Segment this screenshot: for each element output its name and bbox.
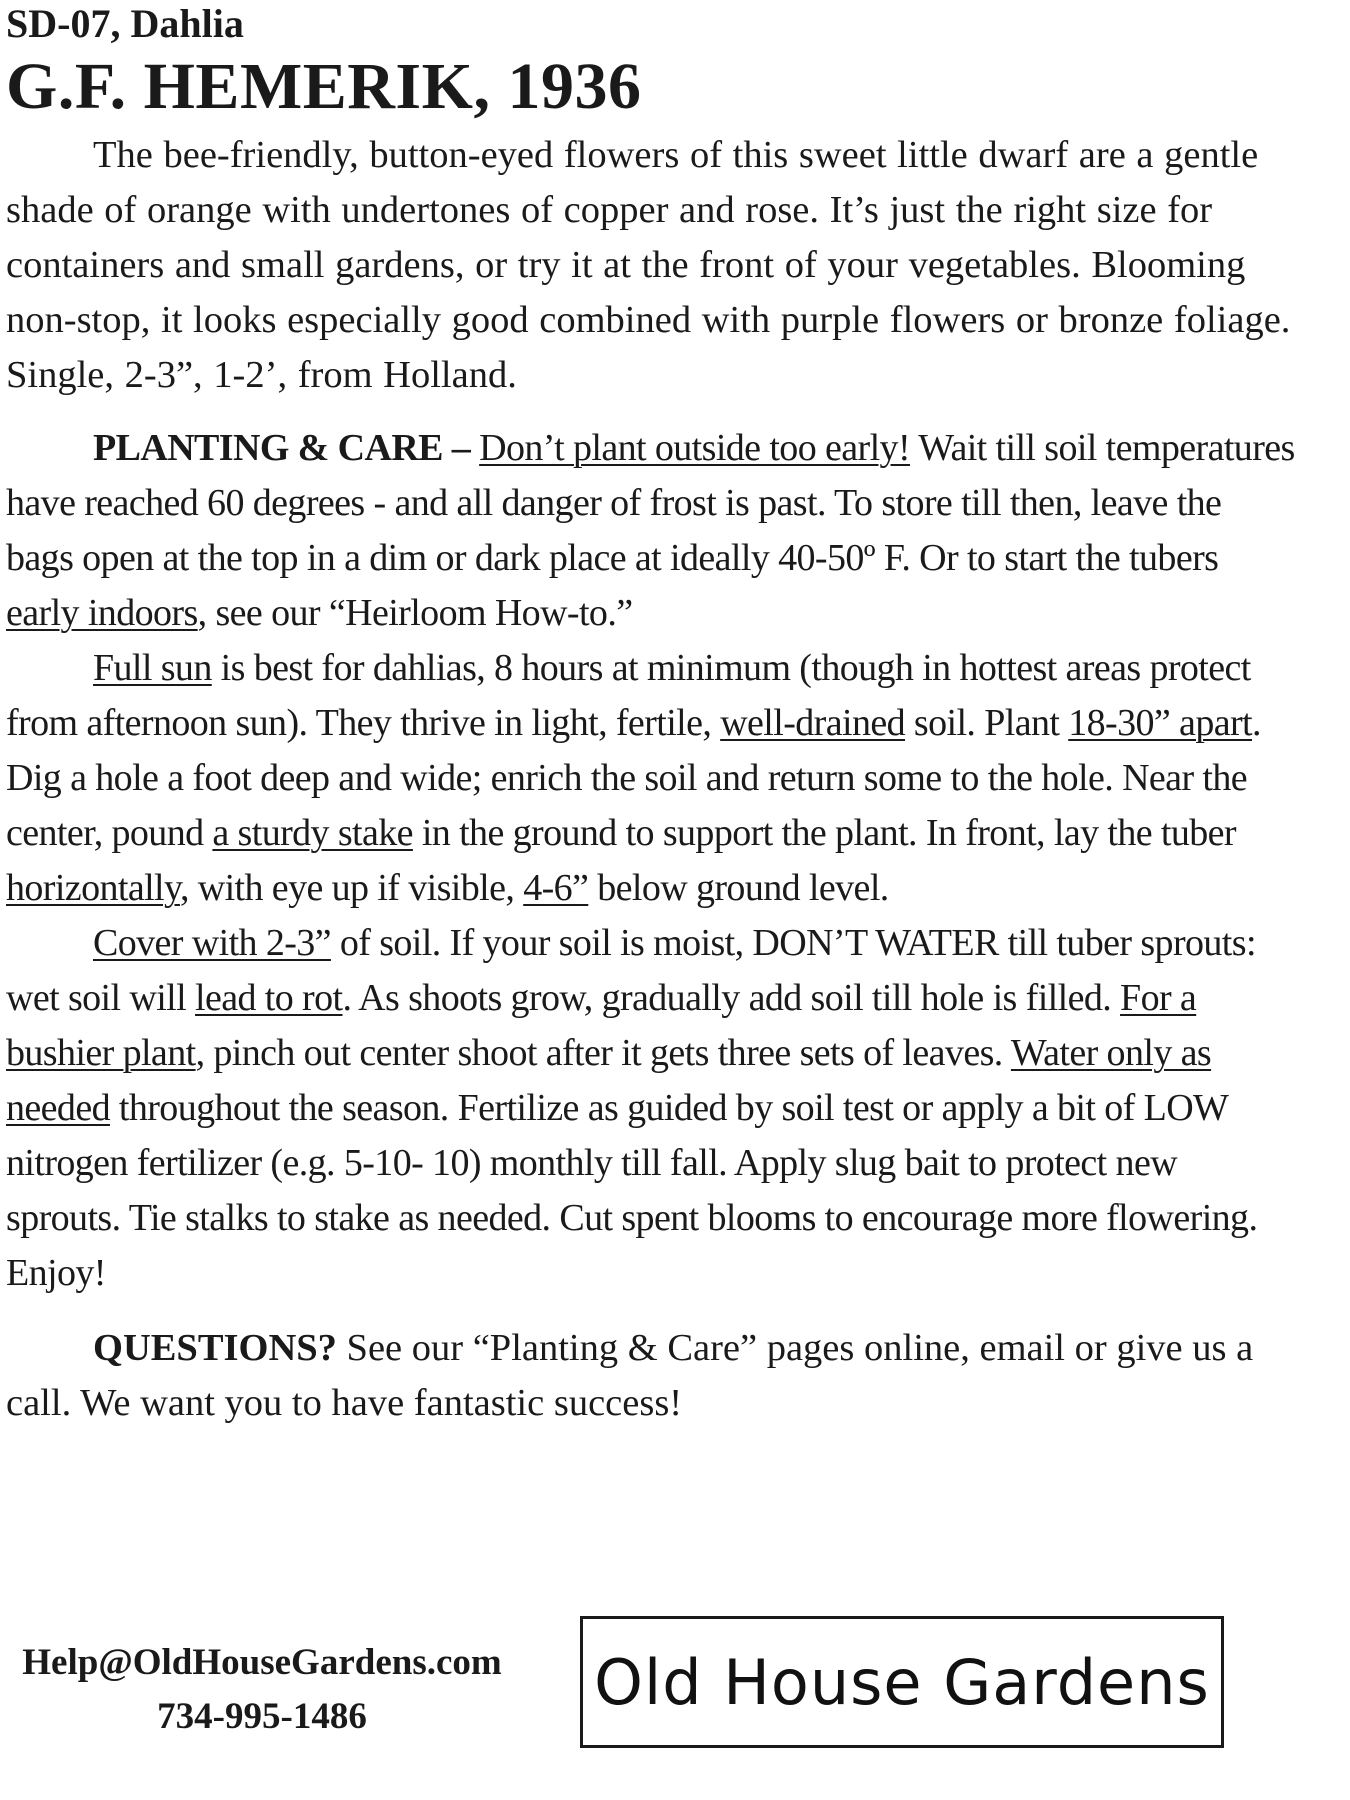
care-underline-depth: 4-6”: [523, 867, 589, 909]
care-text: , with eye up if visible,: [179, 867, 524, 909]
variety-name: G.F. HEMERIK, 1936: [6, 50, 642, 123]
brand-logo-text: Old House Gardens: [594, 1645, 1210, 1719]
care-text: , pinch out center shoot after it gets three sets of leaves.: [195, 1032, 1011, 1074]
care-text: Wait till soil temperatures have reached 60 degrees - and all danger of frost is past. To store till then, leave the bags open at the top in a dim or dark place at ideally 40-50º F. Or to start the tubers: [6, 427, 1295, 579]
planting-care-paragraph-3: [6, 916, 1296, 1301]
care-underline-water: Water only as needed: [6, 1032, 1212, 1129]
planting-care-paragraph-1: [6, 421, 1296, 641]
care-text: of soil. If your soil is moist, DON’T WATER till tuber sprouts: wet soil will: [6, 922, 1256, 1019]
brand-logo: [580, 1616, 1224, 1748]
questions-text: See our “Planting & Care” pages online, email or give us a call. We want you to have fantastic success!: [6, 1327, 1254, 1424]
care-text: . As shoots grow, gradually add soil till hole is filled.: [342, 977, 1121, 1019]
questions-heading: QUESTIONS?: [93, 1327, 337, 1369]
care-underline-stake: a sturdy stake: [212, 812, 413, 854]
care-underline-rot: lead to rot: [195, 977, 343, 1019]
care-text: , see our “Heirloom How-to.”: [197, 592, 633, 634]
care-underline-cover: Cover with 2-3”: [93, 922, 331, 964]
planting-care-paragraph-2: [6, 641, 1296, 916]
care-text: soil. Plant: [905, 702, 1069, 744]
care-underline-plant-early: Don’t plant outside too early!: [479, 427, 911, 469]
contact-email[interactable]: Help@OldHouseGardens.com: [22, 1642, 502, 1683]
variety-description: The bee-friendly, button-eyed flowers of this sweet little dwarf are a gentle shade of orange with undertones of copper and rose. It’s just the right size for containers and small gardens, or try it at the front of your vegetables. Blooming non-stop, it looks especially good combined with purple flowers or bronze foliage. Single, 2-3”, 1-2’, from Holland.: [6, 134, 1291, 396]
care-underline-bushier: For a bushier plant: [6, 977, 1197, 1074]
care-underline-full-sun: Full sun: [93, 647, 212, 689]
care-text: below ground level.: [588, 867, 889, 909]
care-underline-early-indoors: early indoors: [6, 592, 198, 634]
planting-care-heading: PLANTING & CARE –: [93, 427, 471, 469]
care-text: is best for dahlias, 8 hours at minimum (though in hottest areas protect from afternoon sun). They thrive in light, fertile,: [6, 647, 1251, 744]
care-underline-well-drained: well-drained: [720, 702, 906, 744]
care-underline-horizontally: horizontally: [6, 867, 180, 909]
care-text: . Dig a hole a foot deep and wide; enrich the soil and return some to the hole. Near the center, pound: [6, 702, 1261, 854]
seed-packet-page: [6, 0, 1296, 1431]
care-underline-spacing: 18-30” apart: [1068, 702, 1252, 744]
contact-phone[interactable]: 734-995-1486: [157, 1696, 367, 1737]
questions-paragraph: [6, 1321, 1296, 1431]
contact-block: [12, 1636, 512, 1744]
care-text: in the ground to support the plant. In front, lay the tuber: [412, 812, 1236, 854]
product-code: SD-07, Dahlia: [6, 1, 244, 46]
care-text: throughout the season. Fertilize as guided by soil test or apply a bit of LOW nitrogen fertilizer (e.g. 5-10- 10) monthly till fall. Apply slug bait to protect new sprouts. Tie stalks to stake as needed. Cut spent blooms to encourage more flowering. Enjoy!: [6, 1087, 1258, 1294]
